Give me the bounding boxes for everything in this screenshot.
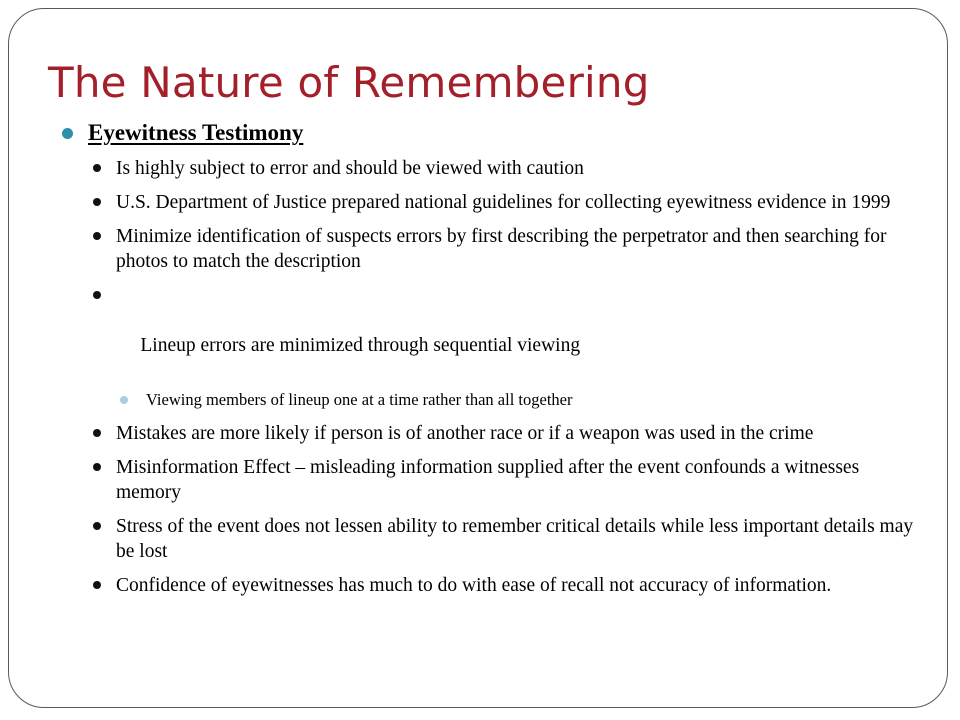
bullet-dot-icon: [93, 291, 101, 299]
bullet-dot-icon: [120, 396, 128, 404]
list-item-text: U.S. Department of Justice prepared national guidelines for collecting eyewitness evidence in 1999: [116, 192, 891, 213]
list-item: [62, 573, 922, 598]
list-item-text: Is highly subject to error and should be viewed with caution: [116, 158, 584, 179]
list-item-text: Stress of the event does not lessen ability to remember critical details while less important details may be lost: [116, 516, 914, 562]
list-item-text: Mistakes are more likely if person is of another race or if a weapon was used in the crime: [116, 423, 814, 444]
slide-title: The Nature of Remembering: [48, 58, 650, 107]
bullet-dot-icon: [62, 128, 73, 139]
list-item-text: Misinformation Effect – misleading information supplied after the event confounds a witnesses memory: [116, 457, 860, 503]
section-heading: [62, 118, 922, 148]
sub-list-item: [62, 389, 922, 411]
sub-list-item-text: Viewing members of lineup one at a time rather than all together: [146, 390, 573, 409]
list-item-text: Minimize identification of suspects errors by first describing the perpetrator and then searching for photos to match the description: [116, 226, 887, 272]
bullet-dot-icon: [93, 232, 101, 240]
slide-content: [62, 118, 922, 598]
bullet-dot-icon: [93, 198, 101, 206]
bullet-dot-icon: [93, 164, 101, 172]
list-item-text: Confidence of eyewitnesses has much to do with ease of recall not accuracy of information.: [116, 575, 832, 596]
list-item: [62, 283, 922, 383]
bullet-dot-icon: [93, 522, 101, 530]
list-item: [62, 421, 922, 446]
bullet-dot-icon: [93, 429, 101, 437]
list-item: [62, 156, 922, 181]
list-item: [62, 455, 922, 505]
bullet-dot-icon: [93, 463, 101, 471]
list-item: [62, 514, 922, 564]
list-item: [62, 190, 922, 215]
list-item-text: Lineup errors are minimized through sequential viewing: [135, 335, 581, 356]
section-heading-text: Eyewitness Testimony: [88, 120, 304, 145]
bullet-dot-icon: [93, 581, 101, 589]
list-item: [62, 224, 922, 274]
